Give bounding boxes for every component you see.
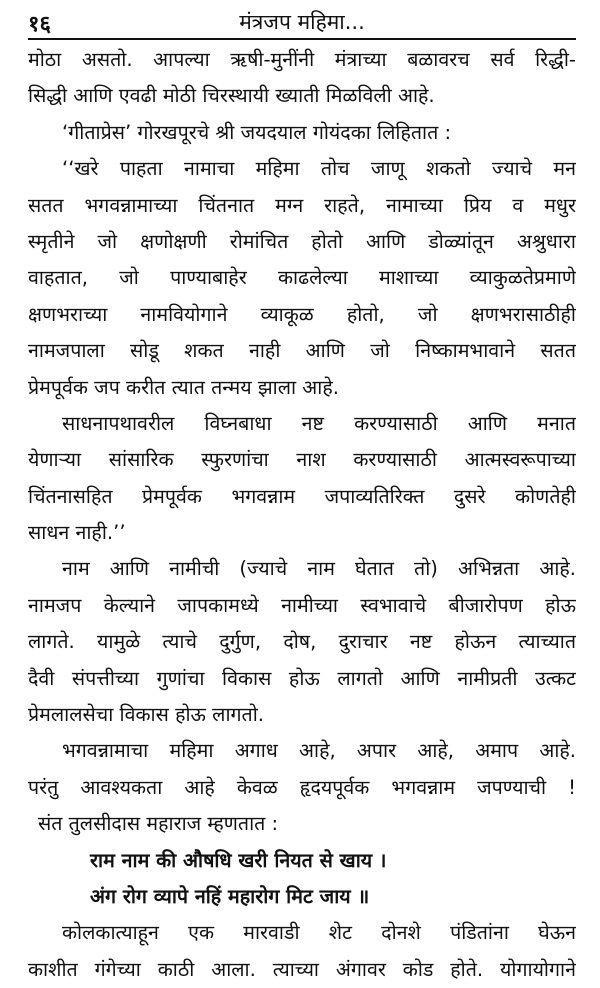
text-line: वाहतात, जो पाण्याबाहेर काढलेल्या माशाच्या व्याकुळतेप्रमाणे (28, 266, 576, 290)
page-header (28, 6, 576, 40)
verse-line: राम नाम की औषधि खरी नियत से खाय । (90, 848, 387, 872)
text-line: सिद्धी आणि एवढी मोठी चिरस्थायी ख्याती मिळविली आहे. (28, 84, 435, 108)
page-number: १६ (28, 12, 51, 37)
text-line: चिंतनासहित प्रेमपूर्वक भगवन्नाम जपाव्यतिरिक्त दुसरे कोणतेही (28, 484, 576, 508)
text-line: प्रेमलालसेचा विकास होऊ लागतो. (28, 703, 265, 727)
running-head: मंत्रजप महिमा... (239, 10, 365, 34)
text-line: भगवन्नामाचा महिमा अगाध आहे, अपार आहे, अमाप आहे. (62, 739, 576, 763)
text-line: परंतु आवश्यकता आहे केवळ हृदयपूर्वक भगवन्नाम जपण्याची ! (28, 775, 576, 799)
text-line: क्षणभराच्या नामवियोगाने व्याकूळ होतो, जो क्षणभरासाठीही (28, 302, 576, 326)
text-line: स्मृतीने जो क्षणोक्षणी रोमांचित होतो आणि डोळ्यांतून अश्रुधारा (28, 229, 576, 253)
text-line: मोठा असतो. आपल्या ऋषी-मुनींनी मंत्राच्या बळावरच सर्व रिद्धी- (28, 48, 576, 71)
text-line: ‘गीताप्रेस’ गोरखपूरचे श्री जयदयाल गोयंदका लिहितात : (62, 120, 452, 144)
text-line: ‘‘खरे पाहता नामाचा महिमा तोच जाणू शकतो ज्याचे मन (62, 157, 576, 181)
body-text (28, 42, 576, 988)
header-rule (28, 38, 576, 40)
text-line: काशीत गंगेच्या काठी आला. त्याच्या अंगावर कोड होते. योगायोगाने (28, 957, 576, 981)
text-line: सतत भगवन्नामाच्या चिंतनात मग्न राहते, नामाच्या प्रिय व मधुर (28, 193, 576, 217)
text-line: प्रेमपूर्वक जप करीत त्यात तन्मय झाला आहे. (28, 375, 339, 399)
text-line: नाम आणि नामीची (ज्याचे नाम घेतात तो) अभिन्नता आहे. (62, 557, 576, 581)
text-line: साधनापथावरील विघ्नबाधा नष्ट करण्यासाठी आणि मनात (62, 411, 576, 435)
text-line: नामजप केल्याने जापकामध्ये नामीच्या स्वभावाचे बीजारोपण होऊ (28, 593, 576, 617)
text-line: कोलकात्याहून एक मारवाडी शेट दोनशे पंडितांना घेऊन (62, 921, 576, 945)
verse-line: अंग रोग व्यापे नहिं महारोग मिट जाय ॥ (90, 884, 370, 908)
text-line: संत तुलसीदास महाराज म्हणतात : (38, 812, 279, 836)
text-line: दैवी संपत्तीच्या गुणांचा विकास होऊ लागतो आणि नामीप्रती उत्कट (28, 666, 576, 690)
text-line: साधन नाही.’’ (28, 521, 126, 545)
text-line: येणाऱ्या सांसारिक स्फुरणांचा नाश करण्यासाठी आत्मस्वरूपाच्या (28, 448, 576, 472)
text-line: नामजपाला सोडू शकत नाही आणि जो निष्कामभावाने सतत (28, 339, 576, 363)
text-line: लागते. यामुळे त्याचे दुर्गुण, दोष, दुराचार नष्ट होऊन त्याच्यात (28, 630, 576, 654)
